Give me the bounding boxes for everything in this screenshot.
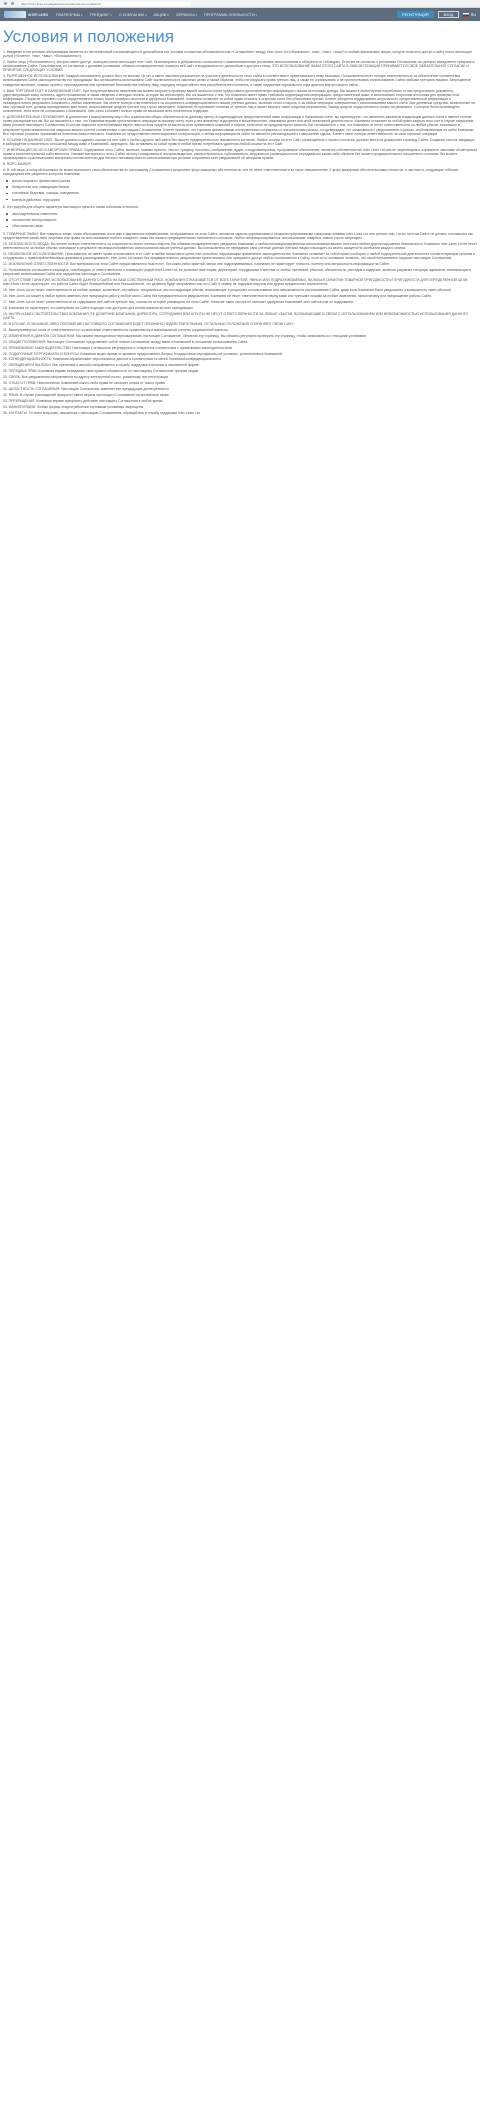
section-heading: 8. ФОРС-МАЖОР:	[3, 161, 32, 166]
list-item: банкротство или ликвидация банков	[3, 184, 477, 190]
paragraph: 24. ПРИМЕНИМОЕ ЗАКОНОДАТЕЛЬСТВО: Настоящее Соглашение регулируется и толкуется в соответствии с применимым законодательством.	[3, 345, 233, 350]
paragraph: 9. ТОВАРНЫЕ ЗНАКИ: Все товарные знаки, знаки обслуживания, логотипы и фирменные наименования, отображаемые на этом Сайте, являются зарегистрированными и незарегистрированными товарными знаками Inter-Lines Ltd или третьих лиц. Ничто на этом Сайте не должно толковаться как предоставление какой-либо лицензии или права на использование любого товарного знака без нашего предварительного письменного согласия. Любое несанкционированное использование товарных знаков строго запрещено.	[3, 231, 473, 240]
paragraph: 13. Пользователь соглашается защищать, освобождать от ответственности и возмещать ущерб Inter-Lines Ltd, ее должностным лицам, директорам, сотрудникам и агентам от любых претензий, убытков, обязательств, расходов и издержек, включая разумные гонорары адвокатов, возникающих в результате использования Сайта или нарушения настоящего Соглашения.	[3, 267, 472, 277]
paragraph: 27. ОБРАЩЕНИЯ И ЖАЛОБЫ: Все претензии и жалобы направляются в службу поддержки Компании в письменной форме.	[3, 363, 200, 368]
paragraph: 31. ЦЕЛОСТНОСТЬ СОГЛАШЕНИЯ: Настоящее Соглашение заменяет все предыдущие договоренности.	[3, 387, 170, 392]
paragraph: 29. СВЯЗЬ: Все уведомления направляются по адресу электронной почты, указанному при регистрации.	[3, 375, 169, 380]
browser-bar	[0, 0, 480, 8]
paragraph: 26. КОНФИДЕНЦИАЛЬНОСТЬ: Компания обрабатывает персональные данные в соответствии со своей Политикой конфиденциальности.	[3, 357, 222, 362]
site-logo[interactable]	[4, 11, 48, 18]
language-code: RU	[470, 12, 476, 17]
paragraph: 33. ПРЕКРАЩЕНИЕ: Компания вправе прекратить действие настоящего Соглашения в любое время.	[3, 399, 164, 404]
force-majeure-list-b	[3, 211, 477, 230]
browser-dot	[11, 2, 14, 5]
nav-menu	[56, 13, 397, 17]
force-majeure-list-a	[3, 178, 477, 203]
register-button[interactable]: РЕГИСТРАЦИЯ	[397, 11, 433, 17]
paragraph: 18. Компания не гарантирует, что материалы на Сайте подходят или доступны для использования во всех юрисдикциях.	[3, 305, 194, 310]
paragraph: 28. ПЕРЕДАЧА ПРАВ: Компания вправе передавать свои права и обязанности по настоящему Соглашению третьим лицам.	[3, 369, 199, 374]
paragraph: 12. ИСКЛЮЧЕНИЕ ОТВЕТСТВЕННОСТИ: Все материалы на этом Сайте предоставляются «как есть», без каких-либо гарантий, явных или подразумеваемых. Компания не гарантирует точность, полноту или актуальность информации на Сайте.	[3, 261, 390, 266]
list-item: законодательные изменения	[3, 211, 477, 217]
paragraph: 14. ОТСУТСТВИЕ ГАРАНТИЙ: ИСПОЛЬЗОВАНИЕ ДАННОГО САЙТА НА ВАШ СОБСТВЕННЫЙ РИСК. КОМПАНИЯ ОТКАЗЫВАЕТСЯ ОТ ВСЕХ ГАРАНТИЙ, ЯВНЫХ ИЛИ ПОДРАЗУМЕВАЕМЫХ, ВКЛЮЧАЯ ГАРАНТИИ ТОВАРНОЙ ПРИГОДНОСТИ И ПРИГОДНОСТИ ДЛЯ ОПРЕДЕЛЕННОЙ ЦЕЛИ. Inter-Lines Ltd не гарантирует, что работа Сайта будет бесперебойной или безошибочной, что дефекты будут исправлены или что Сайт и сервер не содержат вирусов или других вредоносных компонентов.	[3, 277, 469, 287]
nav-item-services[interactable]: СЕРВИСЫ ▾	[176, 13, 197, 17]
nav-item-loyalty[interactable]: ПРОГРАММА ЛОЯЛЬНОСТИ ▾	[204, 13, 257, 17]
logo-mark	[4, 11, 26, 18]
paragraph: 2. Любое лицо («Пользователь»), которое имеет доступ, посещает и/или использует этот Сайт, безоговорочно и добровольно соглашается с нижеизложенными условиями использования и обязуется их соблюдать. Если вы не согласны с условиями Соглашения, вы должны немедленно прекратить использование Сайта. Пользователи, не согласные с данными условиями, обязаны незамедлительно покинуть веб-сайт и воздержаться от дальнейшего доступа к нему. ЭТО ИСПОЛЬЗОВАНИЕ ВАМИ ЭТОГО САЙТА В ЛЮБОЙ ПОЗИЦИИ ПРИНИМАЕТСЯ СВОЕ ОБЯЗАТЕЛЬНОЕ СОГЛАСИЕ И ПРИНЯТИЕ СЛЕДУЮЩИХ УСЛОВИЙ.	[3, 60, 475, 73]
list-item: отключение электроэнергии	[3, 217, 477, 223]
page-title: Условия и положения	[3, 27, 174, 46]
address-bar[interactable]: https://inter-lines.com/legal-documentation/terms-conditions/	[18, 2, 191, 6]
nav-item-about[interactable]: О КОМПАНИИ ▾	[119, 13, 147, 17]
paragraph: 25. ПОДАРОЧНЫЕ СЕРТИФИКАТЫ И БОНУСЫ: Компания может время от времени предоставлять бонусы и подарочные сертификаты на условиях, установленных Компанией.	[3, 351, 283, 356]
russia-flag-icon	[463, 13, 469, 17]
paragraph: 30. ОТКАЗ ОТ ПРАВ: Неисполнение Компанией какого-либо права не означает отказа от такого права.	[3, 381, 166, 386]
login-button[interactable]: ВХОД	[438, 11, 460, 19]
paragraph: 6. ССЫЛКИ НА ДАННЫЙ САЙТ: Вы не должны создавать ссылки на этот сайт с любого другого веб-сайта без нашего предварительного письменного согласия. Любые ссылки на этот Сайт, размещенные с нашего согласия, должны вести на домашнюю страницу Сайта. Создание ссылок, вводящих в заблуждение относительно отношений между вами и Компанией, запрещено. Мы оставляем за собой право в любое время потребовать удаления любой ссылки на этот Сайт.	[3, 137, 475, 146]
paragraph: 17. Inter-Lines Ltd не несет ответственности за содержание веб-сайтов третьих лиц, ссылки на которые размещены на этом Сайте. Наличие таких ссылок не означает одобрения Компанией этих сайтов или их содержания.	[3, 299, 354, 304]
nav-item-promotions[interactable]: АКЦИИ ▾	[154, 13, 169, 17]
paragraph: 35. КОНТАКТЫ: По всем вопросам, связанным с настоящим Соглашением, обращайтесь в службу поддержки Inter-Lines Ltd.	[3, 410, 201, 415]
paragraph: 4. ВАШ ТОРГОВЫЙ СЧЕТ И БАНКОВСКИЙ СЧЕТ: При получении вашего заявления мы можем запросить проверку вашей личности и/или предоставить дополнительную информацию о ваших источниках дохода. Мы можем в любое время потребовать от вас предоставить документы, удостоверяющие вашу личность, адрес проживания, а также сведения о методах оплаты, которые вы используете. Вы соглашаетесь с тем, что Компания имеет право требовать подтверждения информации, предоставленной вами, и использовать сторонние источники для проверки этой информации. Открытие торгового счета осуществляется только после проверки личности и одобрения Компанией. Компания оставляет за собой право отказать в открытии счета без объяснения причин. Клиент обязуется поддерживать актуальность предоставленной информации и незамедлительно уведомлять Компанию о любых изменениях. Вы несете полную ответственность за сохранность конфиденциальности ваших учетных данных, включая логин и пароль, и за любые операции, совершенные с использованием вашего счета. Все денежные средства, зачисленные на ваш торговый счет, должны принадлежать вам лично; использование средств третьих лиц строго запрещено. Компания не принимает платежи от третьих лиц и может вернуть такие средства отправителю. Вывод средств осуществляется только на реквизиты, с которых было произведено пополнение, если иное не согласовано с Компанией. Inter-Lines Ltd имеет полное право на взыскание всех понесенных издержек.	[3, 88, 475, 114]
nav-item-platforms[interactable]: ПЛАТФОРМЫ ▾	[56, 13, 82, 17]
paragraph: 11. НЕЗАКОННОЕ ИСПОЛЬЗОВАНИЕ: Пользователь не имеет права использовать этот Сайт в любых незаконных целях или способом, нарушающим применимое законодательство. Компания оставляет за собой право сообщать о любой подозрительной деятельности соответствующим органам и сотрудничать с правоохранительными органами в расследованиях. Inter-Lines Ltd может без предварительного уведомления приостановить или прекратить доступ любого пользователя к Сайту, если есть основания полагать, что такой пользователь нарушил настоящее Соглашение.	[3, 251, 475, 260]
paragraph: 32. ЯЗЫК: В случае расхождений приоритет имеет версия настоящего Соглашения на английском языке.	[3, 393, 170, 398]
browser-dot	[4, 2, 7, 5]
list-item: кризис мирового финансового рынка	[3, 178, 477, 184]
logo-text: INTER LINES	[28, 12, 48, 17]
paragraph: 34. МАНИПУЛЯЦИИ: Любые формы злоупотребления торговыми условиями запрещены.	[3, 404, 145, 409]
paragraph: 21. Вышеупомянутые отказ от ответственности и ограничение ответственности применяются в максимальной степени, разрешенной законом.	[3, 327, 229, 332]
paragraph: 10. БЕЗОПАСНОСТЬ ВХОДА: Вы несете полную ответственность за сохранность своего логина и пароля. Вы обязаны незамедлительно уведомить Компанию о любом несанкционированном использовании вашего счета или любом другом нарушении безопасности. Компания Inter-Lines Ltd не несет ответственности за любые убытки, возникшие в результате несанкционированного использования ваших учетных данных. Вы соглашаетесь не передавать свои учетные данные третьим лицам и выходить из своего аккаунта по окончании каждого сеанса.	[3, 241, 477, 250]
paragraph: 20. В СЛУЧАЕ, ЕСЛИ КАКОЕ-ЛИБО ПОЛОЖЕНИЕ НАСТОЯЩЕГО СОГЛАШЕНИЯ БУДЕТ ПРИЗНАНО НЕДЕЙСТВИТЕЛЬНЫМ, ОСТАЛЬНЫЕ ПОЛОЖЕНИЯ СОХРАНЯЮТ СВОЮ СИЛУ.	[3, 321, 294, 326]
paragraph: А. В той мере, в которой Компания не может выполнить свои обязательства по настоящему Соглашению в результате форс-мажорных обстоятельств, она не несет ответственности за такое невыполнение. К форс-мажорным обстоятельствам относятся, в частности, следующие события, находящиеся вне разумного контроля Компании:	[3, 167, 460, 177]
main-content	[0, 21, 480, 419]
top-navigation	[0, 8, 480, 21]
paragraph: Б. Без ущерба для общего характера настоящего пункта к таким событиям относятся:	[3, 204, 139, 209]
list-item: военные действия, терроризм	[3, 197, 477, 203]
paragraph: 5. ДОПОЛНИТЕЛЬНЫЕ ПОЛОЖЕНИЯ: В дополнение к вышеупомянутому и без ограничения общих обязательств по данному пункту, в подтверждение предоставленной вами информации о банковском счете, вы гарантируете, что являетесь законным владельцем данного счета и имеете полное право распоряжаться им. Вы соглашаетесь с тем, что Компания вправе приостановить операции по вашему счету, если у нее возникнут подозрения в мошенничестве, отмывании денег или иной незаконной деятельности. Компания оставляет за собой право закрыть ваш счет в случае нарушения вами условий настоящего Соглашения. В случае закрытия счета Компания вернет вам остаток средств за вычетом всех применимых комиссий и сборов, если иное не предусмотрено законом. Вы соглашаетесь с тем, что Компания не несет ответственности за любые убытки, возникшие в результате приостановления или закрытия вашего счета в соответствии с настоящим Соглашением. Клиент признает, что торговля финансовыми инструментами сопряжена со значительным риском, и подтверждает, что ознакомился с уведомлением о рисках, опубликованным на сайте Компании. Все торговые решения принимаются Клиентом самостоятельно. Компания не предоставляет инвестиционных консультаций, и любая информация на сайте не является рекомендацией к совершению сделок. Клиент несет полную ответственность за свои торговые операции.	[3, 115, 475, 136]
paragraph: 23. ОБЩИЕ ПОЛОЖЕНИЯ: Настоящее Соглашение представляет собой полное соглашение между вами и Компанией в отношении использования Сайта.	[3, 339, 249, 344]
paragraph: 1. Введение в эти условия обслуживания является их неотъемлемой составляющей и в дальнейшем все условия положения обозначаются как «Соглашение» между Inter-Lines Ltd («Компания», «мы», «нас», «наш») и любым физическим лицом, которое получило доступ к сайту и/или использует услуги («Клиент», «вы», «ваш», «Пользователь»).	[3, 50, 473, 59]
paragraph: 19. НИ ПРИ КАКИХ ОБСТОЯТЕЛЬСТВАХ КОМПАНИЯ, ЕЕ ДОЧЕРНИЕ КОМПАНИИ, ДИРЕКТОРА, СОТРУДНИКИ ИЛИ АГЕНТЫ НЕ НЕСУТ ОТВЕТСТВЕННОСТИ ЗА ЛЮБЫЕ УБЫТКИ, ВОЗНИКАЮЩИЕ В СВЯЗИ С ИСПОЛЬЗОВАНИЕМ ИЛИ НЕВОЗМОЖНОСТЬЮ ИСПОЛЬЗОВАНИЯ ДАННОГО САЙТА.	[3, 311, 468, 320]
paragraph: 22. ИЗМЕНЕНИЯ В ДАННОМ СОГЛАШЕНИИ: Мы можем периодически пересматривать настоящее Соглашение, обновляя эту страницу. Вы обязаны регулярно проверять эту страницу, чтобы ознакомиться с текущими условиями.	[3, 333, 367, 338]
list-item: сбои каналов связи	[3, 223, 477, 229]
paragraph: 16. Inter-Lines Ltd может в любое время изменять или прекращать работу любой части Сайта без предварительного уведомления. Компания не несет ответственности перед вами или третьими лицами за любые изменения, приостановку или прекращение работы Сайта.	[3, 293, 433, 298]
language-selector[interactable]	[463, 13, 476, 17]
paragraph: 7. ИНФОРМАЦИЯ ОБ ИС И АВТОРСКИХ ПРАВАХ: Содержимое этого Сайта, включая, помимо прочего, тексты, графику, логотипы, изображения, аудио- и видеоматериалы, программное обеспечение, является собственностью Inter-Lines Ltd или ее лицензиаров и охраняется законами об авторском праве и интеллектуальной собственности. Никакие материалы с этого Сайта не могут копироваться, воспроизводиться, распространяться, публиковаться, загружаться, размещаться или передаваться каким-либо образом без нашего предварительного письменного согласия. Вы можете просматривать и распечатывать материалы исключительно для личного некоммерческого использования при условии сохранения всех уведомлений об авторских правах.	[3, 147, 477, 161]
paragraph: 3. РАЗРЕШЕННОЕ ИСПОЛЬЗОВАНИЕ: Каждый пользователь должен быть не моложе 18 лет и иметь законное разрешение на участие в деятельности этого сайта в соответствии с применимыми к нему законами. Пользователь несет полную ответственность за обеспечение соответствия использования Сайта законодательству его юрисдикции. Вы соглашаетесь использовать Сайт исключительно в законных целях и таким образом, чтобы не нарушать права третьих лиц, а также не ограничивать и не препятствовать использованию Сайта любыми третьими лицами. Запрещенное поведение включает, помимо прочего, преследование или причинение беспокойства любому лицу, передачу непристойного или оскорбительного контента, а также нарушение нормального хода диалога внутри нашего сайта.	[3, 74, 472, 87]
list-item: стихийные бедствия, пожары, наводнения	[3, 190, 477, 196]
paragraph: 15. Inter-Lines Ltd не несет ответственности за любые прямые, косвенные, случайные, специальные или последующие убытки, возникающие в результате использования или невозможности использования Сайта, даже если Компания была уведомлена о возможности таких убытков.	[3, 288, 452, 293]
nav-item-trading[interactable]: ТРЕЙДИНГ ▾	[89, 13, 111, 17]
